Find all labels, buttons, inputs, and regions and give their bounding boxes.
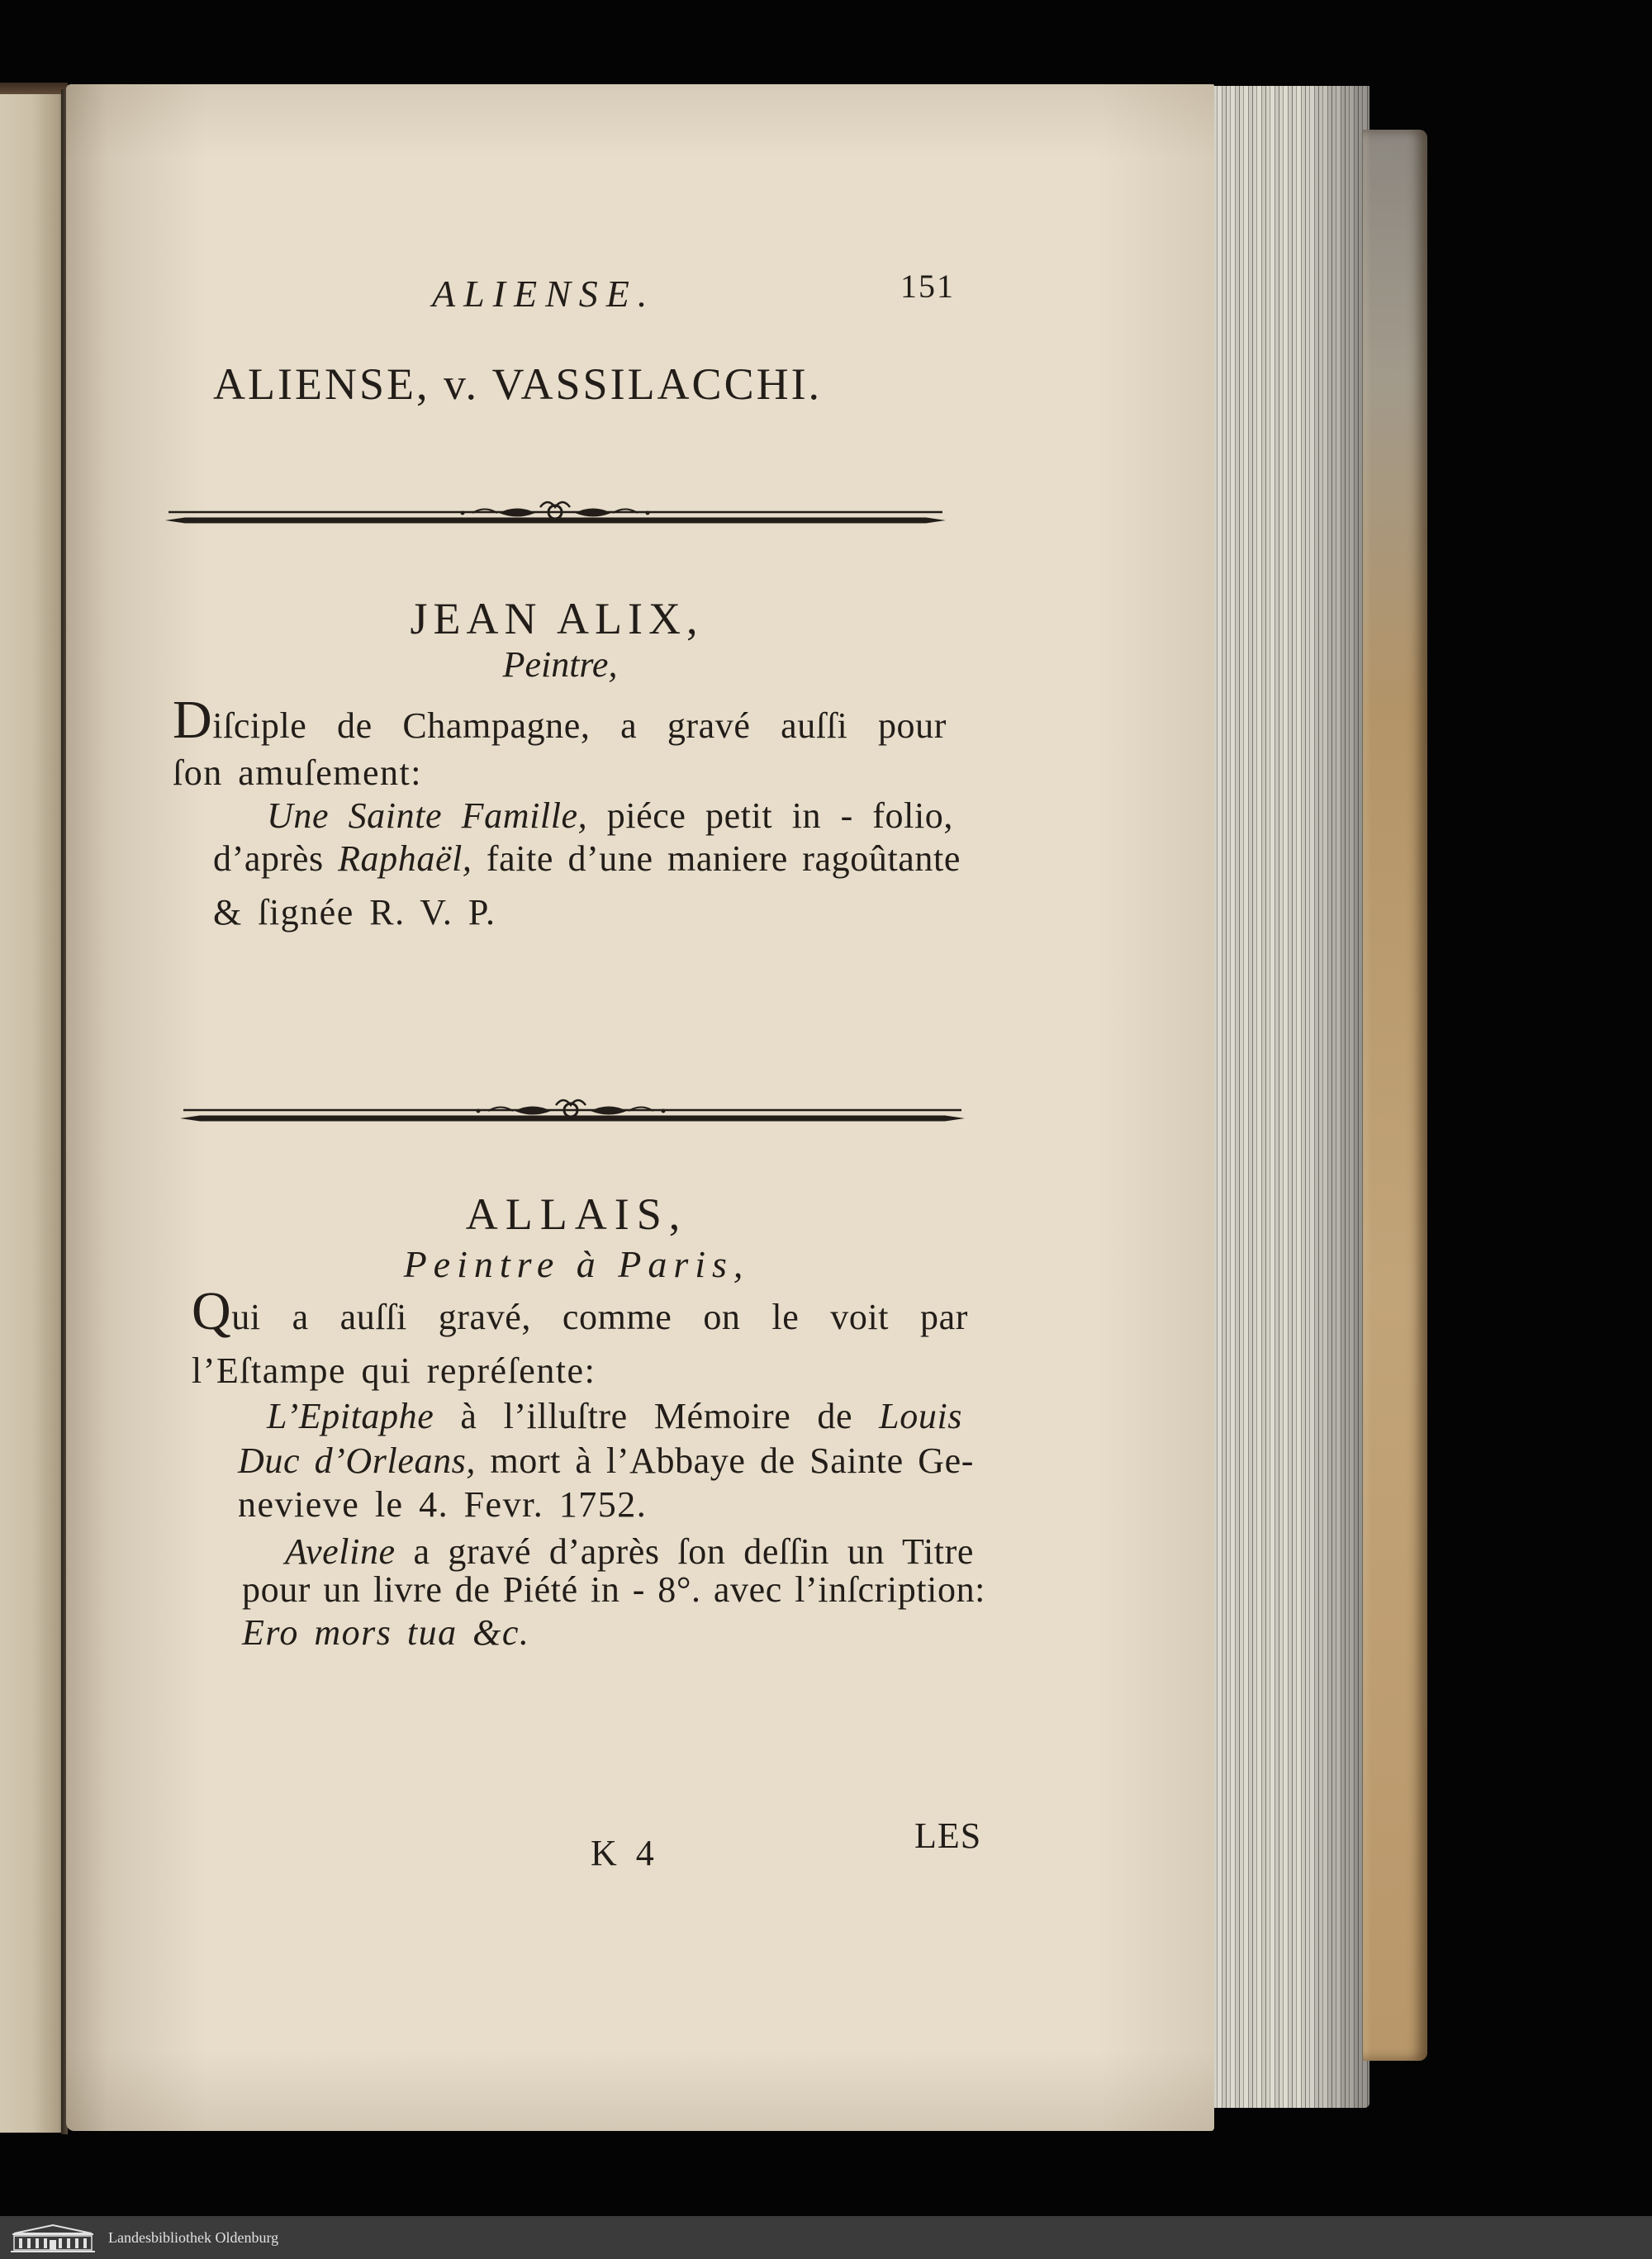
text-segment: ſon amuſement:	[173, 752, 422, 793]
entry-text-line	[242, 1610, 529, 1656]
artwork-title: L’Epitaphe	[267, 1396, 434, 1436]
text-segment: Qui a auſſi gravé, comme on le voit par	[192, 1281, 968, 1341]
page-number: 151	[900, 268, 955, 305]
entry-text-line	[213, 890, 496, 936]
text-segment: nevieve le 4. Fevr. 1752.	[238, 1484, 648, 1525]
inscription-text: Ero mors tua &c.	[242, 1612, 530, 1653]
ornament-flourish-icon	[477, 1100, 666, 1117]
entry-text-line	[267, 1393, 962, 1440]
catchword: LES	[914, 1815, 982, 1856]
text-segment: l’Eſtampe qui repréſente:	[192, 1350, 596, 1391]
cross-reference-heading: ALIENSE, v. VASSILACCHI.	[213, 359, 823, 409]
entry-text-line	[213, 836, 961, 882]
entry-name: JEAN ALIX,	[410, 594, 704, 643]
ornamental-rule	[180, 1099, 965, 1135]
entry-text-line	[173, 750, 422, 796]
entry-text-line	[192, 1281, 968, 1341]
text-segment: d’après	[213, 838, 324, 879]
entry-text-line	[173, 690, 947, 750]
entry-text-line	[238, 1482, 647, 1528]
text-segment: à l’illuſtre Mémoire de	[460, 1396, 853, 1436]
entry-role: Peintre,	[502, 644, 618, 685]
artwork-title: Une Sainte Famille,	[267, 795, 588, 836]
person-name: Duc d’Orleans,	[238, 1440, 476, 1481]
left-page-edge	[0, 94, 63, 2133]
book-cover-board	[1363, 130, 1427, 2061]
text-segment: & ſignée R. V. P.	[213, 892, 496, 933]
ornament-flourish-icon	[461, 502, 650, 519]
signature-mark: K 4	[591, 1833, 654, 1873]
artist-name: Aveline	[285, 1531, 396, 1572]
entry-role: Peintre à Paris,	[403, 1243, 750, 1285]
entry-text-line	[267, 793, 953, 839]
library-name: Landesbibliothek Oldenburg	[108, 2229, 279, 2246]
text-segment: pour un livre de Piété in - 8°. avec l’inſcription:	[242, 1569, 985, 1610]
entry-text-line	[238, 1438, 974, 1484]
entry-text-line	[192, 1348, 596, 1394]
text-segment: faite d’une maniere ragoûtante	[486, 838, 961, 879]
text-segment: a gravé d’après ſon deſſin un Titre	[413, 1531, 974, 1572]
entry-name: ALLAIS,	[465, 1189, 688, 1239]
text-segment: Diſciple de Champagne, a gravé auſſi pour	[173, 690, 947, 750]
running-head-title: ALIENSE.	[432, 273, 656, 315]
text-segment: mort à l’Abbaye de Sainte Ge-	[490, 1440, 974, 1481]
ornamental-rule	[165, 501, 946, 537]
library-building-icon	[7, 2223, 98, 2255]
text-segment: piéce petit in - folio,	[606, 795, 953, 836]
entry-text-line	[242, 1567, 985, 1613]
artist-name: Raphaël,	[338, 838, 472, 879]
page-block-edges	[1204, 86, 1370, 2108]
person-name: Louis	[879, 1396, 962, 1436]
